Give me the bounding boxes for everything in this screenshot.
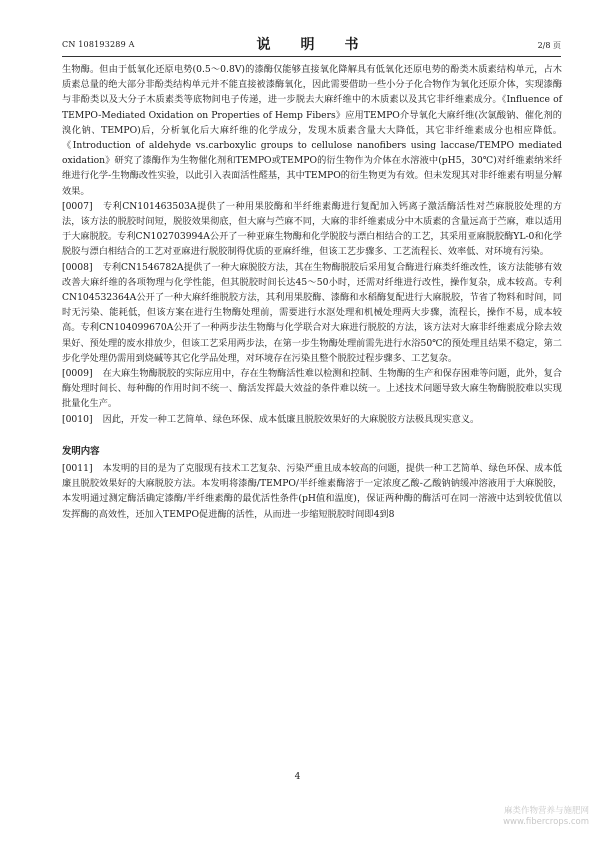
paragraph-text: 专利CN101463503A提供了一种用果胶酶和半纤维素酶进行复配加入钙离子激活酶活性对苎麻脱胶处理的方法，该方法的脱胶时间短，脱胶效果彻底，但大麻与苎麻不同，大麻的非纤维素成分中木质素的含量远高于苎麻，难以适用于大麻脱胶。专利CN102703994A公开了一种亚麻生物酶和化学脱胶与漂白相结合的工艺，其采用亚麻脱胶酶YL-0和化学脱胶与漂白相结合的工艺对亚麻进行脱胶制得优质的亚麻纤维，但该工艺步骤多、工艺流程长、效率低、对环境有污染。 (62, 200, 562, 258)
paragraph-number: [0010] (62, 413, 93, 425)
paragraph-0011 (62, 461, 562, 522)
header-divider (62, 56, 561, 57)
paragraph-0010 (62, 412, 562, 427)
paragraph-text: 本发明的目的是为了克服现有技术工艺复杂、污染严重且成本较高的问题，提供一种工艺简单、绿色环保、成本低廉且脱胶效果好的大麻脱胶方法。本发明将漆酶/TEMPO/半纤维素酶溶于一定浓度乙酸-乙酸钠钠缓冲溶液用于大麻脱胶，本发明通过测定酶活确定漆酶/半纤维素酶的最优活性条件(pH值和温度)，保证两种酶的酶活可在同一溶液中达到较优值以发挥酶的高效性，还加入TEMPO促进酶的活性，从而进一步缩短脱胶时间即4到8 (62, 463, 562, 520)
paragraph-0008 (62, 260, 562, 366)
paragraph-number: [0009] (62, 368, 93, 380)
paragraph-text: 专利CN1546782A提供了一种大麻脱胶方法，其在生物酶脱胶后采用复合酶进行麻类纤维改性，该方法能够有效改善大麻纤维的各项物理与化学性能，但其脱胶时间长达45～50小时，还需对纤维进行改性，操作复杂，成本较高。专利CN104532364A公开了一种大麻纤维脱胶方法，其利用果胶酶、漆酶和水稻酶复配进行大麻脱胶，节省了物料和时间，同时无污染、能耗低，但该方案在进行生物酶处理前，需要进行水沤处理和机械处理两大步骤，流程长，操作不易，成本较高。专利CN104099670A公开了一种两步法生物酶与化学联合对大麻进行脱胶的方法，该方法对大麻非纤维素成分除去效果好、预处理的废水排放少，但该工艺采用两步法，在第一步生物酶处理前需先进行水浴50℃的预处理且结果不稳定，第二步化学处理仍需用到烧碱等其它化学品处理，对环境存在污染且整个脱胶过程步骤多、工艺复杂。 (62, 261, 562, 364)
patent-number: CN 108193289 A (62, 40, 135, 49)
paragraph-number: [0011] (62, 463, 93, 475)
paragraph-text: 因此，开发一种工艺简单、绿色环保、成本低廉且脱胶效果好的大麻脱胶方法极具现实意义。 (102, 413, 480, 425)
watermark (439, 806, 589, 828)
section-heading: 发明内容 (62, 445, 100, 457)
paragraph-text: 在大麻生物酶脱胶的实际应用中，存在生物酶活性难以检测和控制、生物酶的生产和保存困难等问题，此外，复合酶处理时间长、每种酶的作用时间不统一、酶活发挥最大效益的条件难以统一。上述技术问题导致大麻生物酶脱胶难以实现批量化生产。 (62, 368, 562, 410)
page-indicator: 2/8 页 (537, 41, 561, 50)
paragraph-continuation: 生物酶。但由于低氧化还原电势(0.5～0.8V)的漆酶仅能够直接氧化降解具有低氧化还原电势的酚类木质素结构单元，占木质素总量的绝大部分非酚类结构单元并不能直接被漆酶氧化，因此需要借助一些小分子化合物作为氧化还原介体，实现漆酶与非酚类以及大分子木质素类等底物间电子传递，进一步脱去大麻纤维中的木质素以及其它非纤维素成分。《Influence of TEMPO-Mediated Oxidation on Properties of Hemp Fibers》应用TEMPO介导氧化大麻纤维(次氯酸钠、催化剂的溴化钠、TEMPO)后，分析氧化后大麻纤维的化学成分，发现木质素含量大大降低，其它非纤维素成分也相应降低。《Introduction of aldehyde vs.carboxylic groups to cellulose nanofibers using laccase/TEMPO mediated oxidation》研究了漆酶作为生物催化剂和TEMPO或TEMPO的衍生物作为介体在水溶液中(pH5，30℃)对纤维素纳米纤维进行化学-生物酶改性实验，以此引入表面活性醛基，其中TEMPO的衍生物更为有效。但未发现其对非纤维素有明显分解效果。 (62, 64, 562, 197)
paragraph-0007 (62, 199, 562, 260)
page-header (62, 34, 561, 52)
watermark-url: www.fibercrops.com (503, 817, 589, 827)
paragraph-0009 (62, 366, 562, 412)
page-number: 4 (294, 772, 301, 782)
paragraph-number: [0007] (62, 200, 93, 212)
document-title: 说 明 书 (256, 37, 367, 53)
document-body (62, 62, 562, 522)
watermark-text: 麻类作物营养与施肥网 (503, 806, 589, 816)
paragraph-number: [0008] (62, 261, 93, 273)
